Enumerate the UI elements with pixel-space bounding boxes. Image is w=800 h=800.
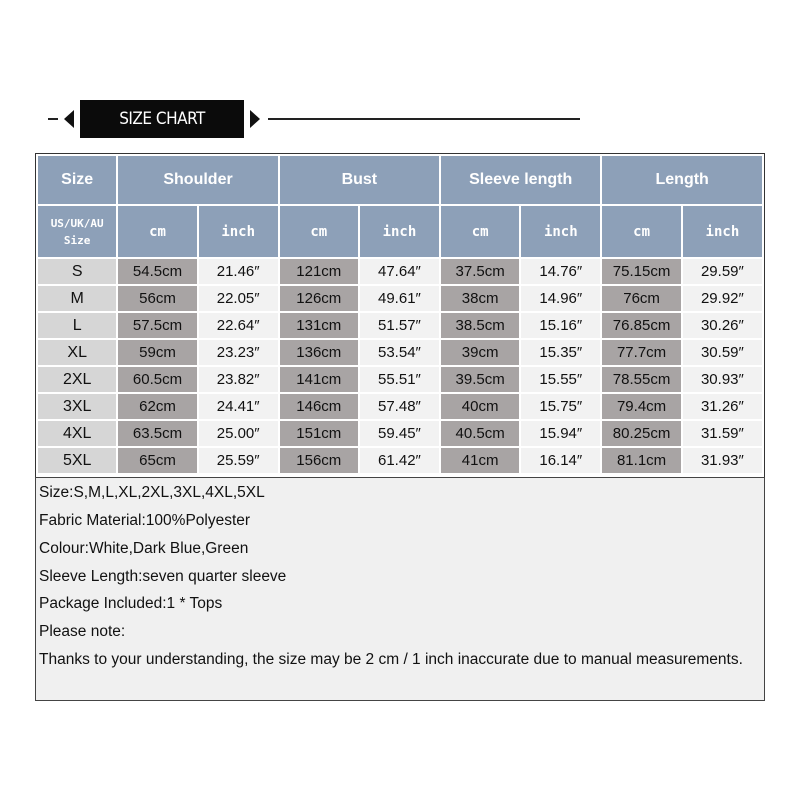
shoulder-inch-cell: 25.59″ <box>199 448 278 473</box>
sleeve-unit-inch: inch <box>521 206 600 257</box>
size-region-label-line2: Size <box>63 233 91 247</box>
bust-inch-cell: 53.54″ <box>360 340 439 365</box>
shoulder-inch-cell: 22.64″ <box>199 313 278 338</box>
bust-cm-cell: 126cm <box>280 286 358 311</box>
note-line: Package Included:1 * Tops <box>39 595 223 612</box>
shoulder-unit-inch: inch <box>199 206 278 257</box>
shoulder-unit-cm: cm <box>118 206 196 257</box>
column-header-sleeve-length: Sleeve length <box>441 156 600 204</box>
table-row <box>38 367 762 392</box>
size-table <box>36 154 764 475</box>
sleeve-cm-cell: 38cm <box>441 286 519 311</box>
product-notes <box>35 477 765 701</box>
size-cell: L <box>38 313 116 338</box>
bust-inch-cell: 57.48″ <box>360 394 439 419</box>
header-rule <box>268 118 580 120</box>
size-chart-title: SIZE CHART <box>80 100 244 138</box>
length-inch-cell: 29.92″ <box>683 286 762 311</box>
shoulder-inch-cell: 23.23″ <box>199 340 278 365</box>
bust-unit-cm: cm <box>280 206 358 257</box>
bust-unit-inch: inch <box>360 206 439 257</box>
shoulder-cm-cell: 54.5cm <box>118 259 196 284</box>
bust-cm-cell: 156cm <box>280 448 358 473</box>
length-inch-cell: 31.26″ <box>683 394 762 419</box>
sleeve-inch-cell: 15.35″ <box>521 340 600 365</box>
column-header-size: Size <box>38 156 116 204</box>
length-cm-cell: 76.85cm <box>602 313 680 338</box>
sleeve-inch-cell: 15.75″ <box>521 394 600 419</box>
shoulder-cm-cell: 65cm <box>118 448 196 473</box>
table-header-row <box>38 156 762 204</box>
bust-cm-cell: 136cm <box>280 340 358 365</box>
bust-inch-cell: 61.42″ <box>360 448 439 473</box>
size-cell: 4XL <box>38 421 116 446</box>
size-cell: 3XL <box>38 394 116 419</box>
size-cell: XL <box>38 340 116 365</box>
length-inch-cell: 31.93″ <box>683 448 762 473</box>
bust-inch-cell: 51.57″ <box>360 313 439 338</box>
note-line: Sleeve Length:seven quarter sleeve <box>39 568 287 585</box>
length-cm-cell: 79.4cm <box>602 394 680 419</box>
size-cell: 2XL <box>38 367 116 392</box>
size-region-label <box>38 206 116 257</box>
shoulder-cm-cell: 56cm <box>118 286 196 311</box>
sleeve-cm-cell: 41cm <box>441 448 519 473</box>
shoulder-inch-cell: 23.82″ <box>199 367 278 392</box>
length-cm-cell: 81.1cm <box>602 448 680 473</box>
note-line: Please note: <box>39 623 126 640</box>
note-line: Fabric Material:100%Polyester <box>39 512 251 529</box>
shoulder-cm-cell: 59cm <box>118 340 196 365</box>
length-inch-cell: 30.26″ <box>683 313 762 338</box>
length-inch-cell: 31.59″ <box>683 421 762 446</box>
table-row <box>38 286 762 311</box>
sleeve-cm-cell: 39.5cm <box>441 367 519 392</box>
table-row <box>38 394 762 419</box>
length-cm-cell: 76cm <box>602 286 680 311</box>
bust-cm-cell: 131cm <box>280 313 358 338</box>
sleeve-cm-cell: 39cm <box>441 340 519 365</box>
note-line: Thanks to your understanding, the size may be 2 cm / 1 inch inaccurate due to manual measurements. <box>39 651 743 668</box>
length-unit-cm: cm <box>602 206 680 257</box>
size-table-container <box>35 153 765 478</box>
size-cell: S <box>38 259 116 284</box>
length-unit-inch: inch <box>683 206 762 257</box>
table-unit-row <box>38 206 762 257</box>
left-arrow-decoration <box>64 110 74 128</box>
sleeve-unit-cm: cm <box>441 206 519 257</box>
sleeve-inch-cell: 14.96″ <box>521 286 600 311</box>
bust-inch-cell: 59.45″ <box>360 421 439 446</box>
bust-inch-cell: 49.61″ <box>360 286 439 311</box>
bust-cm-cell: 141cm <box>280 367 358 392</box>
bust-inch-cell: 55.51″ <box>360 367 439 392</box>
right-arrow-decoration <box>250 110 260 128</box>
shoulder-inch-cell: 22.05″ <box>199 286 278 311</box>
column-header-shoulder: Shoulder <box>118 156 277 204</box>
bust-cm-cell: 146cm <box>280 394 358 419</box>
table-row <box>38 259 762 284</box>
size-cell: 5XL <box>38 448 116 473</box>
length-inch-cell: 30.59″ <box>683 340 762 365</box>
bust-cm-cell: 121cm <box>280 259 358 284</box>
size-chart-header <box>0 0 800 160</box>
sleeve-inch-cell: 15.55″ <box>521 367 600 392</box>
shoulder-inch-cell: 21.46″ <box>199 259 278 284</box>
length-inch-cell: 29.59″ <box>683 259 762 284</box>
sleeve-inch-cell: 15.94″ <box>521 421 600 446</box>
length-cm-cell: 80.25cm <box>602 421 680 446</box>
shoulder-inch-cell: 24.41″ <box>199 394 278 419</box>
table-row <box>38 448 762 473</box>
sleeve-cm-cell: 40cm <box>441 394 519 419</box>
shoulder-cm-cell: 57.5cm <box>118 313 196 338</box>
shoulder-cm-cell: 62cm <box>118 394 196 419</box>
size-cell: M <box>38 286 116 311</box>
length-inch-cell: 30.93″ <box>683 367 762 392</box>
note-line: Colour:White,Dark Blue,Green <box>39 540 249 557</box>
table-row <box>38 421 762 446</box>
left-dash-decoration <box>48 118 58 120</box>
shoulder-inch-cell: 25.00″ <box>199 421 278 446</box>
sleeve-inch-cell: 15.16″ <box>521 313 600 338</box>
sleeve-cm-cell: 40.5cm <box>441 421 519 446</box>
length-cm-cell: 77.7cm <box>602 340 680 365</box>
bust-cm-cell: 151cm <box>280 421 358 446</box>
sleeve-inch-cell: 16.14″ <box>521 448 600 473</box>
note-line: Size:S,M,L,XL,2XL,3XL,4XL,5XL <box>39 484 265 501</box>
column-header-length: Length <box>602 156 762 204</box>
column-header-bust: Bust <box>280 156 439 204</box>
sleeve-cm-cell: 38.5cm <box>441 313 519 338</box>
table-row <box>38 340 762 365</box>
shoulder-cm-cell: 60.5cm <box>118 367 196 392</box>
shoulder-cm-cell: 63.5cm <box>118 421 196 446</box>
sleeve-inch-cell: 14.76″ <box>521 259 600 284</box>
length-cm-cell: 75.15cm <box>602 259 680 284</box>
bust-inch-cell: 47.64″ <box>360 259 439 284</box>
sleeve-cm-cell: 37.5cm <box>441 259 519 284</box>
size-region-label-line1: US/UK/AU <box>50 216 104 230</box>
table-row <box>38 313 762 338</box>
length-cm-cell: 78.55cm <box>602 367 680 392</box>
